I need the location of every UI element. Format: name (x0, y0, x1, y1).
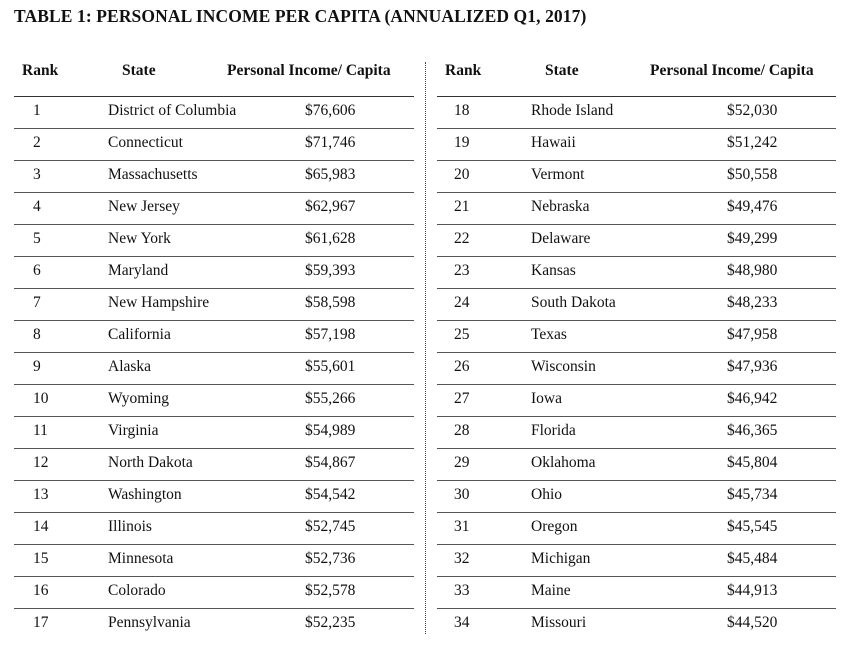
state-cell: Michigan (531, 550, 591, 567)
income-cell: $47,958 (727, 326, 778, 343)
income-cell: $65,983 (305, 166, 356, 183)
state-cell: District of Columbia (108, 102, 237, 119)
rank-cell: 32 (454, 550, 470, 567)
table-header-left (14, 62, 414, 96)
income-cell: $52,736 (305, 550, 356, 567)
header-rank: Rank (445, 62, 482, 79)
table-row (437, 321, 836, 353)
state-cell: Pennsylvania (108, 614, 191, 631)
table-row (437, 257, 836, 289)
rank-cell: 14 (33, 518, 49, 535)
table-row (14, 193, 414, 225)
table-row (14, 225, 414, 257)
state-cell: Connecticut (108, 134, 183, 151)
income-cell: $58,598 (305, 294, 356, 311)
state-cell: Virginia (108, 422, 159, 439)
header-income: Personal Income/ Capita (650, 62, 814, 79)
rank-cell: 4 (33, 198, 41, 215)
state-cell: Delaware (531, 230, 591, 247)
table-row (437, 417, 836, 449)
income-cell: $52,578 (305, 582, 356, 599)
table-row (437, 577, 836, 609)
table-row (14, 321, 414, 353)
state-cell: Texas (531, 326, 567, 343)
header-income: Personal Income/ Capita (227, 62, 391, 79)
rank-cell: 24 (454, 294, 470, 311)
state-cell: Nebraska (531, 198, 590, 215)
income-cell: $49,476 (727, 198, 778, 215)
rank-cell: 34 (454, 614, 470, 631)
income-cell: $48,233 (727, 294, 778, 311)
rank-cell: 8 (33, 326, 41, 343)
table-row (14, 289, 414, 321)
income-table-left (14, 62, 414, 640)
header-state: State (545, 62, 579, 79)
income-cell: $45,734 (727, 486, 778, 503)
state-cell: New York (108, 230, 171, 247)
state-cell: Oklahoma (531, 454, 596, 471)
table-row (14, 257, 414, 289)
income-cell: $62,967 (305, 198, 356, 215)
rank-cell: 26 (454, 358, 470, 375)
rank-cell: 18 (454, 102, 470, 119)
rank-cell: 5 (33, 230, 41, 247)
income-cell: $49,299 (727, 230, 778, 247)
state-cell: North Dakota (108, 454, 193, 471)
rank-cell: 1 (33, 102, 41, 119)
table-row (14, 577, 414, 609)
income-cell: $52,235 (305, 614, 356, 631)
table-row (437, 161, 836, 193)
state-cell: Colorado (108, 582, 166, 599)
state-cell: Washington (108, 486, 182, 503)
table-row (14, 161, 414, 193)
income-cell: $55,266 (305, 390, 356, 407)
state-cell: New Jersey (108, 198, 180, 215)
rank-cell: 30 (454, 486, 470, 503)
state-cell: Alaska (108, 358, 152, 375)
rank-cell: 31 (454, 518, 470, 535)
table-row (14, 609, 414, 640)
state-cell: Missouri (531, 614, 587, 631)
rank-cell: 11 (33, 422, 48, 439)
income-cell: $48,980 (727, 262, 778, 279)
state-cell: Kansas (531, 262, 576, 279)
table-row (437, 225, 836, 257)
header-state: State (122, 62, 156, 79)
table-title: TABLE 1: PERSONAL INCOME PER CAPITA (ANNUALIZED Q1, 2017) (14, 6, 587, 26)
rank-cell: 6 (33, 262, 41, 279)
state-cell: Maine (531, 582, 571, 599)
rank-cell: 22 (454, 230, 470, 247)
state-cell: Florida (531, 422, 576, 439)
rank-cell: 33 (454, 582, 470, 599)
rank-cell: 21 (454, 198, 470, 215)
table-row (437, 289, 836, 321)
income-cell: $52,745 (305, 518, 356, 535)
column-divider (425, 62, 426, 634)
header-rank: Rank (22, 62, 59, 79)
rank-cell: 12 (33, 454, 49, 471)
income-cell: $55,601 (305, 358, 356, 375)
rank-cell: 19 (454, 134, 470, 151)
table-row (437, 513, 836, 545)
rank-cell: 13 (33, 486, 49, 503)
state-cell: South Dakota (531, 294, 616, 311)
state-cell: Massachusetts (108, 166, 198, 183)
income-cell: $47,936 (727, 358, 778, 375)
table-row (437, 481, 836, 513)
table-row (14, 353, 414, 385)
table-row (14, 97, 414, 129)
income-cell: $61,628 (305, 230, 356, 247)
state-cell: Maryland (108, 262, 169, 279)
rank-cell: 17 (33, 614, 49, 631)
table-row (14, 481, 414, 513)
rank-cell: 20 (454, 166, 470, 183)
income-cell: $45,804 (727, 454, 778, 471)
table-body-right (437, 97, 836, 640)
income-cell: $57,198 (305, 326, 356, 343)
income-cell: $45,484 (727, 550, 778, 567)
table-row (437, 353, 836, 385)
table-row (437, 449, 836, 481)
income-cell: $44,520 (727, 614, 778, 631)
rank-cell: 15 (33, 550, 49, 567)
table-row (14, 449, 414, 481)
rank-cell: 25 (454, 326, 470, 343)
state-cell: California (108, 326, 171, 343)
state-cell: Wisconsin (531, 358, 596, 375)
state-cell: Ohio (531, 486, 562, 503)
rank-cell: 10 (33, 390, 49, 407)
table-body-left (14, 97, 414, 640)
table-row (437, 385, 836, 417)
income-cell: $45,545 (727, 518, 778, 535)
table-row (14, 513, 414, 545)
table-row (437, 609, 836, 640)
rank-cell: 27 (454, 390, 470, 407)
table-row (14, 129, 414, 161)
income-cell: $54,867 (305, 454, 356, 471)
rank-cell: 23 (454, 262, 470, 279)
rank-cell: 28 (454, 422, 470, 439)
state-cell: Rhode Island (531, 102, 614, 119)
state-cell: Hawaii (531, 134, 576, 151)
state-cell: Vermont (531, 166, 585, 183)
income-cell: $51,242 (727, 134, 778, 151)
table-row (14, 417, 414, 449)
rank-cell: 2 (33, 134, 41, 151)
income-cell: $50,558 (727, 166, 778, 183)
rank-cell: 7 (33, 294, 41, 311)
table-row (437, 193, 836, 225)
income-cell: $71,746 (305, 134, 356, 151)
state-cell: Minnesota (108, 550, 174, 567)
rank-cell: 16 (33, 582, 49, 599)
rank-cell: 29 (454, 454, 470, 471)
state-cell: Illinois (108, 518, 152, 535)
table-row (437, 129, 836, 161)
state-cell: New Hampshire (108, 294, 210, 311)
state-cell: Iowa (531, 390, 562, 407)
state-cell: Oregon (531, 518, 578, 535)
table-row (14, 385, 414, 417)
income-cell: $54,542 (305, 486, 356, 503)
income-cell: $46,942 (727, 390, 778, 407)
rank-cell: 9 (33, 358, 41, 375)
table-row (437, 97, 836, 129)
income-cell: $59,393 (305, 262, 356, 279)
table-row (437, 545, 836, 577)
table-header-right (437, 62, 836, 96)
income-cell: $52,030 (727, 102, 778, 119)
income-cell: $46,365 (727, 422, 778, 439)
state-cell: Wyoming (108, 390, 170, 407)
table-row (14, 545, 414, 577)
income-cell: $54,989 (305, 422, 356, 439)
income-cell: $76,606 (305, 102, 356, 119)
income-cell: $44,913 (727, 582, 778, 599)
rank-cell: 3 (33, 166, 41, 183)
income-table-right (437, 62, 836, 640)
